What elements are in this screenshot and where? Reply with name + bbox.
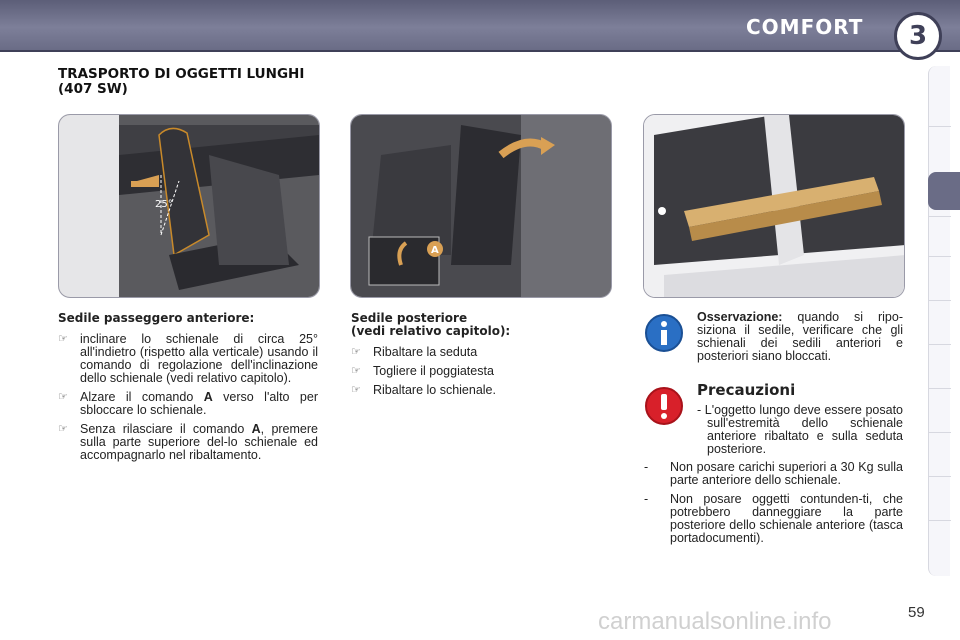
list-item-text: Togliere il poggiatesta [373,364,494,378]
side-tab-divider [929,520,951,521]
list-item-text: verso l'alto per sbloccare lo schienale. [80,390,319,417]
hand-pointer-icon: ☞ [58,391,68,403]
command-letter: A [203,390,213,404]
list-item-text: Senza rilasciare il comando [80,422,252,436]
side-tab-divider [929,216,951,217]
list-item-text: Ribaltare lo schienale. [373,383,496,397]
front-seat-heading: Sedile passeggero anteriore: [58,311,255,325]
front-seat-instructions [58,312,318,468]
note-body: quando si ripo-siziona il sedile, verificare che gli schienali dei sedili anteriori e posteriori siano bloccati. [697,310,903,363]
side-tab-divider [929,476,951,477]
list-item [58,333,318,385]
note-text [697,311,903,363]
hand-pointer-icon: ☞ [58,333,68,345]
rear-seat-heading [351,312,581,338]
command-letter: A [251,422,261,436]
rear-seat-photo [350,114,612,298]
rear-seat-heading-line: Sedile posteriore [351,311,468,325]
hand-pointer-icon: ☞ [351,346,361,358]
dash-mark: - [644,460,649,474]
side-tab-divider [929,126,951,127]
list-item-text: inclinare lo schienale di circa 25° all'indietro (rispetto alla verticale) usando il comando di regolazione dell'inclinazione dello schienale (vedi relativo capitolo). [80,332,318,385]
list-item-text: Ribaltare la seduta [373,345,478,359]
page-number: 59 [908,604,925,621]
side-tab-divider [929,388,951,389]
list-item [58,423,318,462]
chapter-title: COMFORT [746,15,864,39]
precautions-title: Precauzioni [697,381,796,399]
list-item-text: Non posare oggetti contunden-ti, che potrebbero danneggiare la parte posteriore dello schienale anteriore (tasca portadocumenti). [670,492,903,545]
rear-seat-heading-line: (vedi relativo capitolo): [351,324,511,338]
list-item-text: Alzare il comando [80,390,204,404]
side-tab-divider [929,344,951,345]
list-item [351,384,581,397]
side-tab-divider [929,256,951,257]
note-label: Osservazione: [697,310,783,324]
command-a-label: A [431,245,439,256]
dash-mark: - [644,492,649,506]
header-divider [0,50,960,52]
front-seat-photo [58,114,320,298]
list-item-text: , premere sulla parte superiore del-lo schienale ed accompagnarlo nel ribaltamento. [80,422,318,462]
info-icon [644,313,684,353]
side-tab-divider [929,432,951,433]
hand-pointer-icon: ☞ [58,423,68,435]
list-item [351,365,581,378]
list-item [644,461,903,487]
chapter-number: 3 [908,21,928,51]
side-tab-active[interactable] [928,172,960,210]
rear-seat-instructions [351,312,581,403]
side-tab-strip [928,66,950,576]
side-tab-divider [929,300,951,301]
warning-icon [644,386,684,426]
loaded-car-photo [643,114,905,298]
list-item [351,346,581,359]
section-title: TRASPORTO DI OGGETTI LUNGHI (407 SW) [58,66,305,97]
watermark: carmanualsonline.info [598,608,832,635]
chapter-number-badge [894,12,942,60]
list-item [58,391,318,417]
angle-label: 25° [155,199,173,210]
hand-pointer-icon: ☞ [351,365,361,377]
list-item [644,493,903,545]
precautions-list [644,461,903,551]
list-item-text: Non posare carichi superiori a 30 Kg sulla parte anteriore dello schienale. [670,460,903,487]
hand-pointer-icon: ☞ [351,384,361,396]
precautions-intro: - L'oggetto lungo deve essere posato sull'estremità dello schienale anteriore ribaltato e sulla seduta posteriore. [697,403,903,456]
